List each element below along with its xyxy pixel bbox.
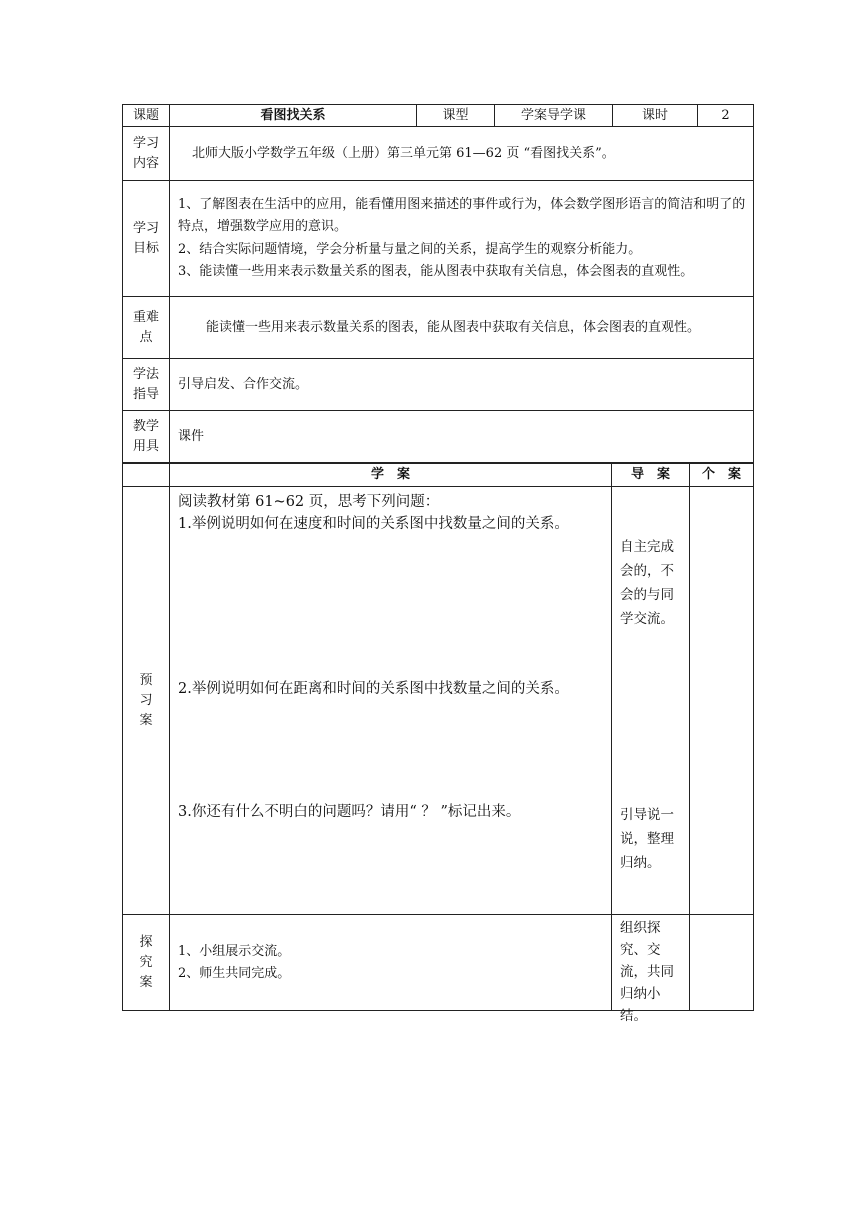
goal-item: 3、能读懂一些用来表示数量关系的图表，能从图表中获取有关信息，体会图表的直观性。 (178, 264, 694, 279)
topic-value: 看图找关系 (170, 105, 417, 127)
preview-content (170, 487, 612, 915)
explore-personal-cell (690, 915, 754, 1011)
key-points-label: 重难 点 (123, 297, 170, 359)
goal-item: 2、结合实际问题情境，学会分析量与量之间的关系，提高学生的观察分析能力。 (178, 241, 642, 257)
preview-question: 2.举例说明如何在距离和时间的关系图中找数量之间的关系。 (178, 681, 569, 697)
type-value: 学案导学课 (495, 105, 613, 127)
guide-note: 组织探究、交流，共同归纳小结。 (620, 920, 674, 1024)
key-points-text: 能读懂一些用来表示数量关系的图表，能从图表中获取有关信息，体会图表的直观性。 (170, 297, 754, 359)
method-label: 学法 指导 (123, 359, 170, 411)
study-column-header: 学 案 (170, 464, 612, 487)
guide-note: 自主完成会的，不会的与同学交流。 (620, 539, 674, 627)
tools-label: 教学 用具 (123, 411, 170, 463)
preview-question: 1.举例说明如何在速度和时间的关系图中找数量之间的关系。 (178, 516, 569, 532)
goals-label: 学习 目标 (123, 181, 170, 297)
goal-item: 1、了解图表在生活中的应用，能看懂用图来描述的事件或行为，体会数学图形语言的简洁和明了的特点，增强数学应用的意识。 (178, 196, 746, 234)
goals-list (170, 181, 754, 297)
preview-guide (612, 487, 690, 915)
tools-text: 课件 (170, 411, 754, 463)
preview-personal-cell (690, 487, 754, 915)
content-label: 学习 内容 (123, 127, 170, 181)
personal-column-header: 个 案 (690, 464, 754, 487)
explore-guide (612, 915, 690, 1024)
guide-column-header: 导 案 (612, 464, 690, 487)
explore-content (170, 915, 612, 1011)
method-text: 引导启发、合作交流。 (170, 359, 754, 411)
explore-item: 2、师生共同完成。 (178, 965, 291, 981)
header-blank-cell (123, 464, 170, 487)
explore-label: 探 究 案 (123, 915, 170, 1011)
hours-label: 课时 (613, 105, 698, 127)
type-label: 课型 (417, 105, 495, 127)
topic-label: 课题 (123, 105, 170, 127)
preview-label: 预 习 案 (123, 487, 170, 915)
preview-intro: 阅读教材第 61~62 页，思考下列问题： (178, 494, 440, 510)
plan-table (122, 463, 754, 1024)
explore-item: 1、小组展示交流。 (178, 943, 291, 959)
preview-question: 3.你还有什么不明白的问题吗？请用“ ？ ”标记出来。 (178, 804, 521, 820)
content-text: 北师大版小学数学五年级（上册）第三单元第 61—62 页 “看图找关系”。 (170, 127, 754, 181)
hours-value: 2 (698, 105, 754, 127)
guide-note: 引导说一说，整理归纳。 (620, 807, 674, 871)
info-table (122, 104, 754, 463)
